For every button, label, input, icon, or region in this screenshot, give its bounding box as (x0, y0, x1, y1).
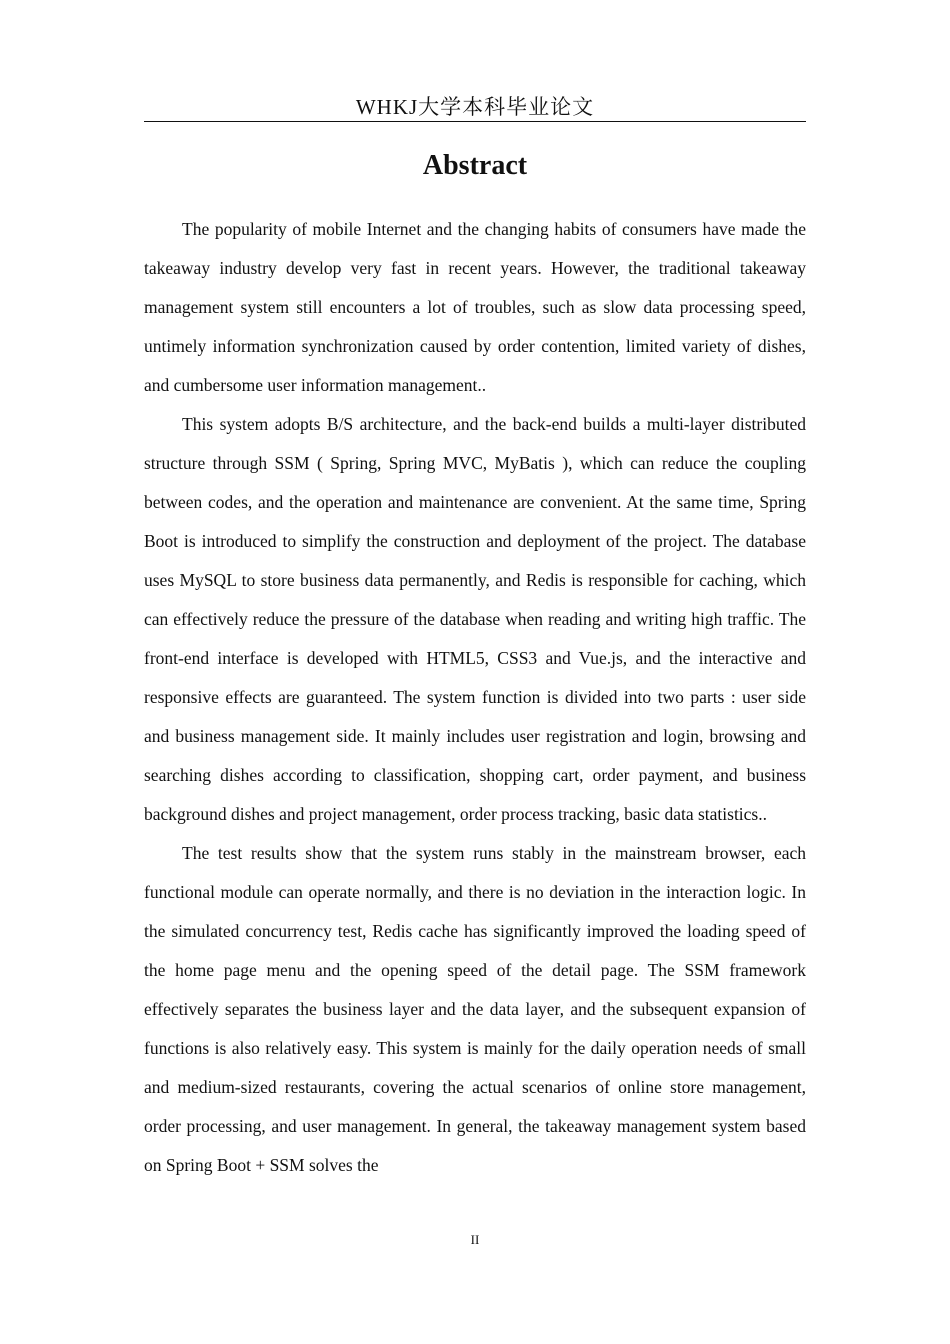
abstract-body (144, 210, 806, 1185)
running-header: WHKJ大学本科毕业论文 (355, 95, 595, 119)
page-number: II (470, 1232, 480, 1247)
paragraph-2: This system adopts B/S architecture, and the back-end builds a multi-layer distributed structure through SSM ( Spring, Spring MVC, MyBatis ), which can reduce the coupling between codes, and the operation and maintenance are convenient. At the same time, Spring Boot is introduced to simplify the construction and deployment of the project. The database uses MySQL to store business data permanently, and Redis is responsible for caching, which can effectively reduce the pressure of the database when reading and writing high traffic. The front-end interface is developed with HTML5, CSS3 and Vue.js, and the interactive and responsive effects are guaranteed. The system function is divided into two parts : user side and business management side. It mainly includes user registration and login, browsing and searching dishes according to classification, shopping cart, order payment, and business background dishes and project management, order process tracking, basic data statistics.. (144, 414, 806, 824)
header-divider (144, 121, 806, 122)
paragraph-1: The popularity of mobile Internet and the changing habits of consumers have made the takeaway industry develop very fast in recent years. However, the traditional takeaway management system still encounters a lot of troubles, such as slow data processing speed, untimely information synchronization caused by order contention, limited variety of dishes, and cumbersome user information management.. (144, 219, 806, 395)
abstract-heading: Abstract (422, 150, 528, 181)
paragraph-3: The test results show that the system runs stably in the mainstream browser, each functional module can operate normally, and there is no deviation in the interaction logic. In the simulated concurrency test, Redis cache has significantly improved the loading speed of the home page menu and the opening speed of the detail page. The SSM framework effectively separates the business layer and the data layer, and the subsequent expansion of functions is also relatively easy. This system is mainly for the daily operation needs of small and medium-sized restaurants, covering the actual scenarios of online store management, order processing, and user management. In general, the takeaway management system based on Spring Boot + SSM solves the (144, 843, 806, 1175)
